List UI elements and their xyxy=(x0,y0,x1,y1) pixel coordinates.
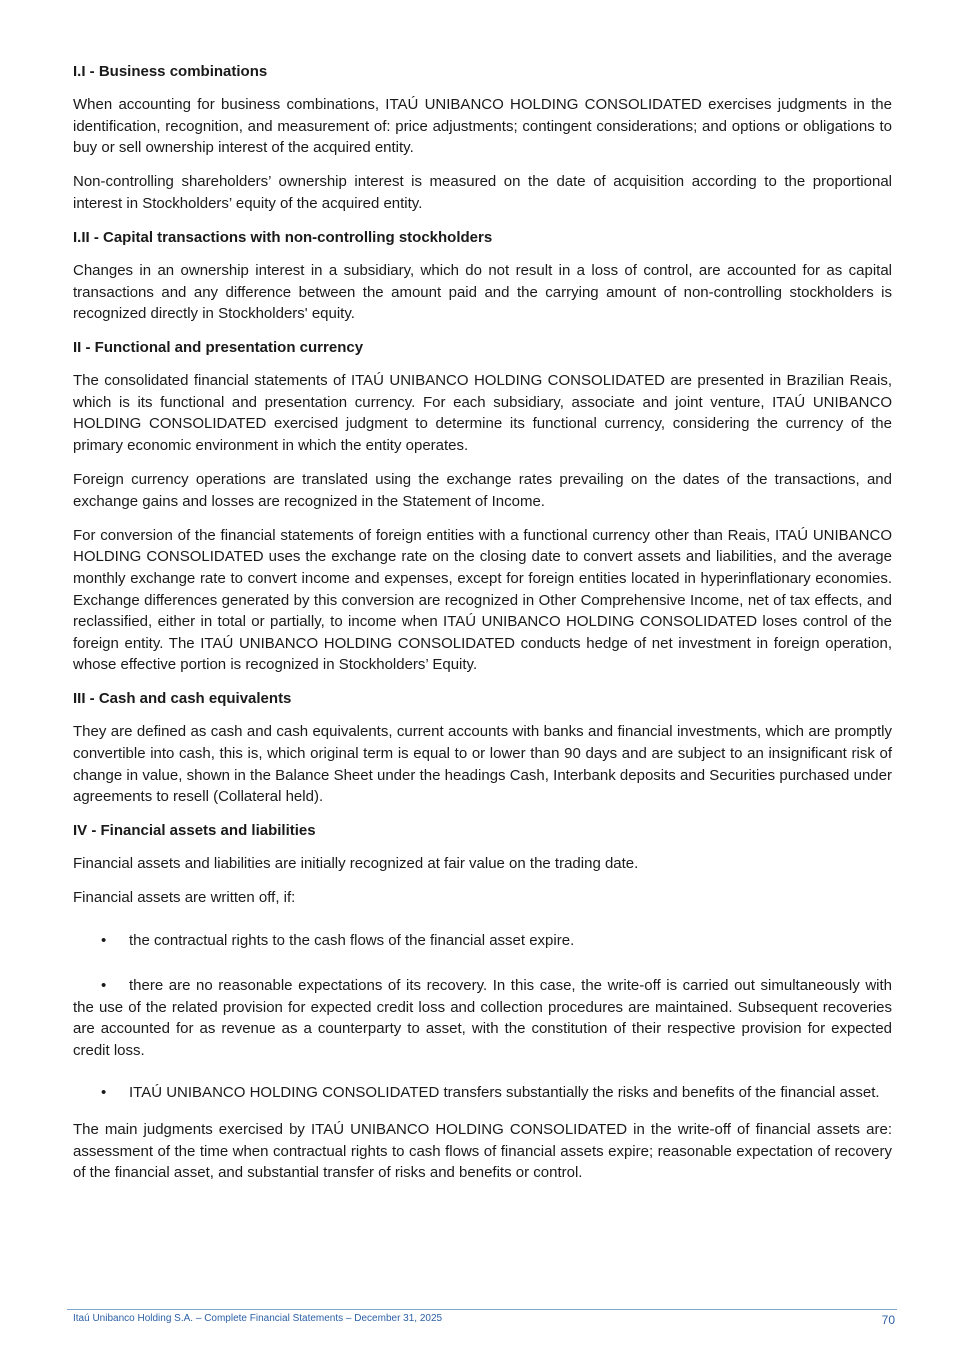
bullet-icon: • xyxy=(101,1083,107,1101)
section-heading-functional-currency: II - Functional and presentation currency xyxy=(73,339,364,357)
bullet-text: the contractual rights to the cash flows of the financial asset expire. xyxy=(129,931,575,949)
paragraph: Financial assets are written off, if: xyxy=(73,889,296,907)
section-heading-cash-equivalents: III - Cash and cash equivalents xyxy=(73,690,292,708)
paragraph: Foreign currency operations are translated using the exchange rates prevailing on the dates of the transactions, and exchange gains and losses are recognized in the Statement of Income. xyxy=(73,471,892,510)
paragraph: The main judgments exercised by ITAÚ UNIBANCO HOLDING CONSOLIDATED in the write-off of financial assets are: assessment of the time when contractual rights to cash flows of financial assets expire; reasonable expectation of recovery of the financial asset, and substantial transfer of risks and benefits or control. xyxy=(73,1121,892,1182)
section-heading-capital-transactions: I.II - Capital transactions with non-controlling stockholders xyxy=(73,228,493,246)
paragraph: They are defined as cash and cash equivalents, current accounts with banks and financial investments, which are promptly convertible into cash, this is, which original term is equal to or lower than 90 days and are subject to an insignificant risk of change in value, shown in the Balance Sheet under the headings Cash, Interbank deposits and Securities purchased under agreements to resell (Collateral held). xyxy=(73,723,892,806)
section-heading-financial-assets: IV - Financial assets and liabilities xyxy=(73,822,316,840)
section-heading-business-combinations: I.I - Business combinations xyxy=(73,63,268,80)
footer-text: Itaú Unibanco Holding S.A. – Complete Financial Statements – December 31, 2025 xyxy=(73,1313,443,1324)
bullet-text: there are no reasonable expectations of its recovery. In this case, the write-off is carried out simultaneously with the use of the related provision for expected credit loss and collection procedures are maintained. Subsequent recoveries are accounted for as revenue as a counterparty to asset, with the constitution of their respective provision for expected credit loss. xyxy=(73,977,892,1059)
bullet-item xyxy=(73,930,892,952)
bullet-icon: • xyxy=(101,977,107,995)
paragraph: Non-controlling shareholders’ ownership interest is measured on the date of acquisition according to the proportional interest in Stockholders’ equity of the acquired entity. xyxy=(73,173,892,212)
footer-divider xyxy=(67,1309,897,1310)
paragraph: When accounting for business combinations, ITAÚ UNIBANCO HOLDING CONSOLIDATED exercises judgments in the identification, recognition, and measurement of: price adjustments; contingent considerations; and options or obligations to buy or sell ownership interest of the acquired entity. xyxy=(73,96,892,157)
paragraph: Financial assets and liabilities are initially recognized at fair value on the trading date. xyxy=(73,855,639,873)
bullet-item xyxy=(73,1082,892,1104)
page-number: 70 xyxy=(881,1313,895,1327)
paragraph: Changes in an ownership interest in a subsidiary, which do not result in a loss of control, are accounted for as capital transactions and any difference between the amount paid and the carrying amount of non-controlling stockholders is recognized directly in Stockholders' equity. xyxy=(73,261,892,323)
document-body xyxy=(73,61,892,1196)
bullet-item xyxy=(73,975,892,1061)
paragraph: For conversion of the financial statements of foreign entities with a functional currency other than Reais, ITAÚ UNIBANCO HOLDING CONSOLIDATED uses the exchange rate on the closing date to convert assets and liabilities, and the average monthly exchange rate to convert income and expenses, except for foreign entities located in hyperinflationary economies. Exchange differences generated by this conversion are recognized in Other Comprehensive Income, net of tax effects, and reclassified, either in total or partially, to income when ITAÚ UNIBANCO HOLDING CONSOLIDATED loses control of the foreign entity. The ITAÚ UNIBANCO HOLDING CONSOLIDATED conducts hedge of net investment in foreign operation, whose effective portion is recognized in Stockholders’ Equity. xyxy=(73,526,892,674)
paragraph: The consolidated financial statements of ITAÚ UNIBANCO HOLDING CONSOLIDATED are presented in Brazilian Reais, which is its functional and presentation currency. For each subsidiary, associate and joint venture, ITAÚ UNIBANCO HOLDING CONSOLIDATED exercised judgment to determine its functional currency, considering the currency of the primary economic environment in which the entity operates. xyxy=(73,372,892,455)
bullet-text: ITAÚ UNIBANCO HOLDING CONSOLIDATED transfers substantially the risks and benefits of the financial asset. xyxy=(129,1083,880,1101)
bullet-icon: • xyxy=(101,931,107,949)
